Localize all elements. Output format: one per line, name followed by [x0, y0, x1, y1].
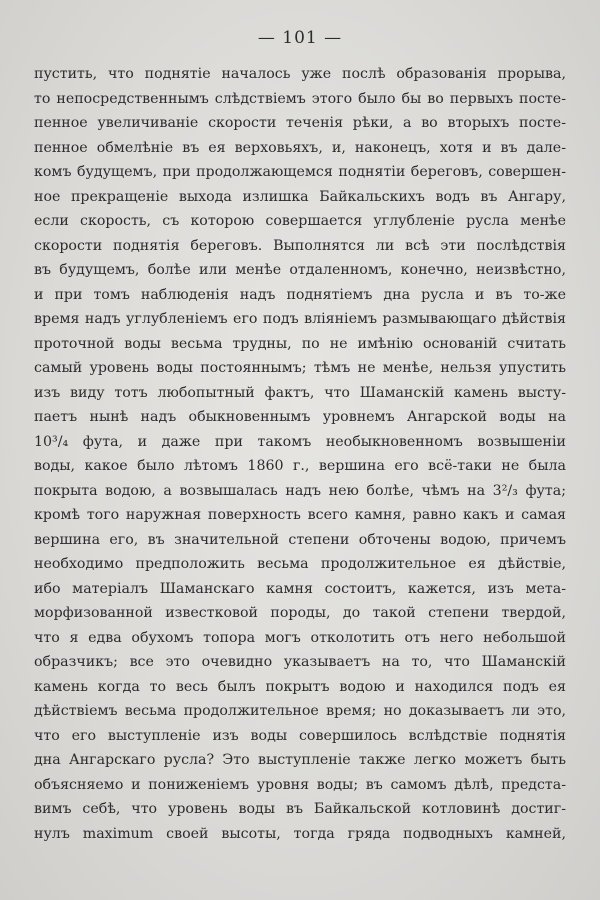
text-line: образчикъ; все это очевидно указываетъ на то, что Шаманскій [34, 654, 566, 670]
text-line: дна Ангарскаго русла? Это выступленіе также легко можетъ быть [34, 752, 566, 768]
text-line: дѣйствіемъ весьма продолжительное время; но доказываетъ ли это, [34, 703, 566, 719]
text-line: воды, какое было лѣтомъ 1860 г., вершина его всё-таки не была [34, 458, 566, 474]
text-line: морфизованной известковой породы, до такой степени твердой, [34, 605, 566, 621]
text-line: изъ виду тотъ любопытный фактъ, что Шаманскій камень высту- [34, 384, 566, 401]
text-line: то непосредственнымъ слѣдствіемъ этого было бы во первыхъ посте- [34, 90, 566, 107]
text-line: и при томъ наблюденія надъ поднятіемъ дна русла и въ то-же [34, 286, 566, 303]
body-text [34, 62, 566, 846]
text-line: время надъ углубленіемъ его подъ вліяніемъ размывающаго дѣйствія [34, 311, 566, 327]
text-line: пустить, что поднятіе началось уже послѣ образованія прорыва, [34, 66, 566, 82]
text-line: камень когда то весь былъ покрытъ водою и находился подъ ея [34, 678, 566, 695]
text-line: скорости поднятія береговъ. Выполнятся ли всѣ эти послѣдствія [34, 237, 566, 254]
text-line: если скорость, съ которою совершается углубленіе русла менѣе [34, 213, 566, 229]
text-line: вершина его, въ значительной степени обточены водою, причемъ [34, 531, 566, 548]
text-line: покрыта водою, а возвышалась надъ нею болѣе, чѣмъ на 3²/₃ фута; [34, 482, 566, 499]
text-line: ное прекращеніе выхода излишка Байкальскихъ водъ въ Ангару, [34, 188, 566, 205]
text-line: что я едва обухомъ топора могъ отколотить отъ него небольшой [34, 629, 566, 646]
text-line: необходимо предположить весьма продолжительное ея дѣйствіе, [34, 556, 566, 572]
text-line: комъ будущемъ, при продолжающемся поднятіи береговъ, совершен- [34, 164, 566, 180]
text-line: объясняемо и пониженіемъ уровня воды; въ самомъ дѣлѣ, предста- [34, 776, 566, 793]
text-line: ибо матеріалъ Шаманскаго камня состоитъ, кажется, изъ мета- [34, 580, 566, 597]
text-line: кромѣ того наружная поверхность всего камня, равно какъ и самая [34, 507, 566, 523]
text-line: пенное обмелѣніе въ ея верховьяхъ, и, наконецъ, хотя и въ дале- [34, 139, 566, 156]
text-line: вимъ себѣ, что уровень воды въ Байкальской котловинѣ достиг- [34, 801, 566, 817]
text-line: 10³/₄ фута, и даже при такомъ необыкновенномъ возвышеніи [34, 433, 566, 450]
text-line: паетъ нынѣ надъ обыкновеннымъ уровнемъ Ангарской воды на [34, 409, 566, 425]
text-line: въ будущемъ, болѣе или менѣе отдаленномъ, конечно, неизвѣстно, [34, 262, 566, 278]
text-line: самый уровень воды постояннымъ; тѣмъ не менѣе, нельзя упустить [34, 360, 566, 376]
page-number: — 101 — [257, 28, 343, 48]
text-line: пенное увеличиваніе скорости теченія рѣки, а во вторыхъ посте- [34, 115, 566, 131]
text-line: нулъ maximum своей высоты, тогда гряда подводныхъ камней, [34, 825, 566, 842]
text-line: что его выступленіе изъ воды совершилось вслѣдствіе поднятія [34, 727, 566, 744]
text-line: проточной воды весьма трудны, по не имѣнію основаній считать [34, 335, 566, 352]
